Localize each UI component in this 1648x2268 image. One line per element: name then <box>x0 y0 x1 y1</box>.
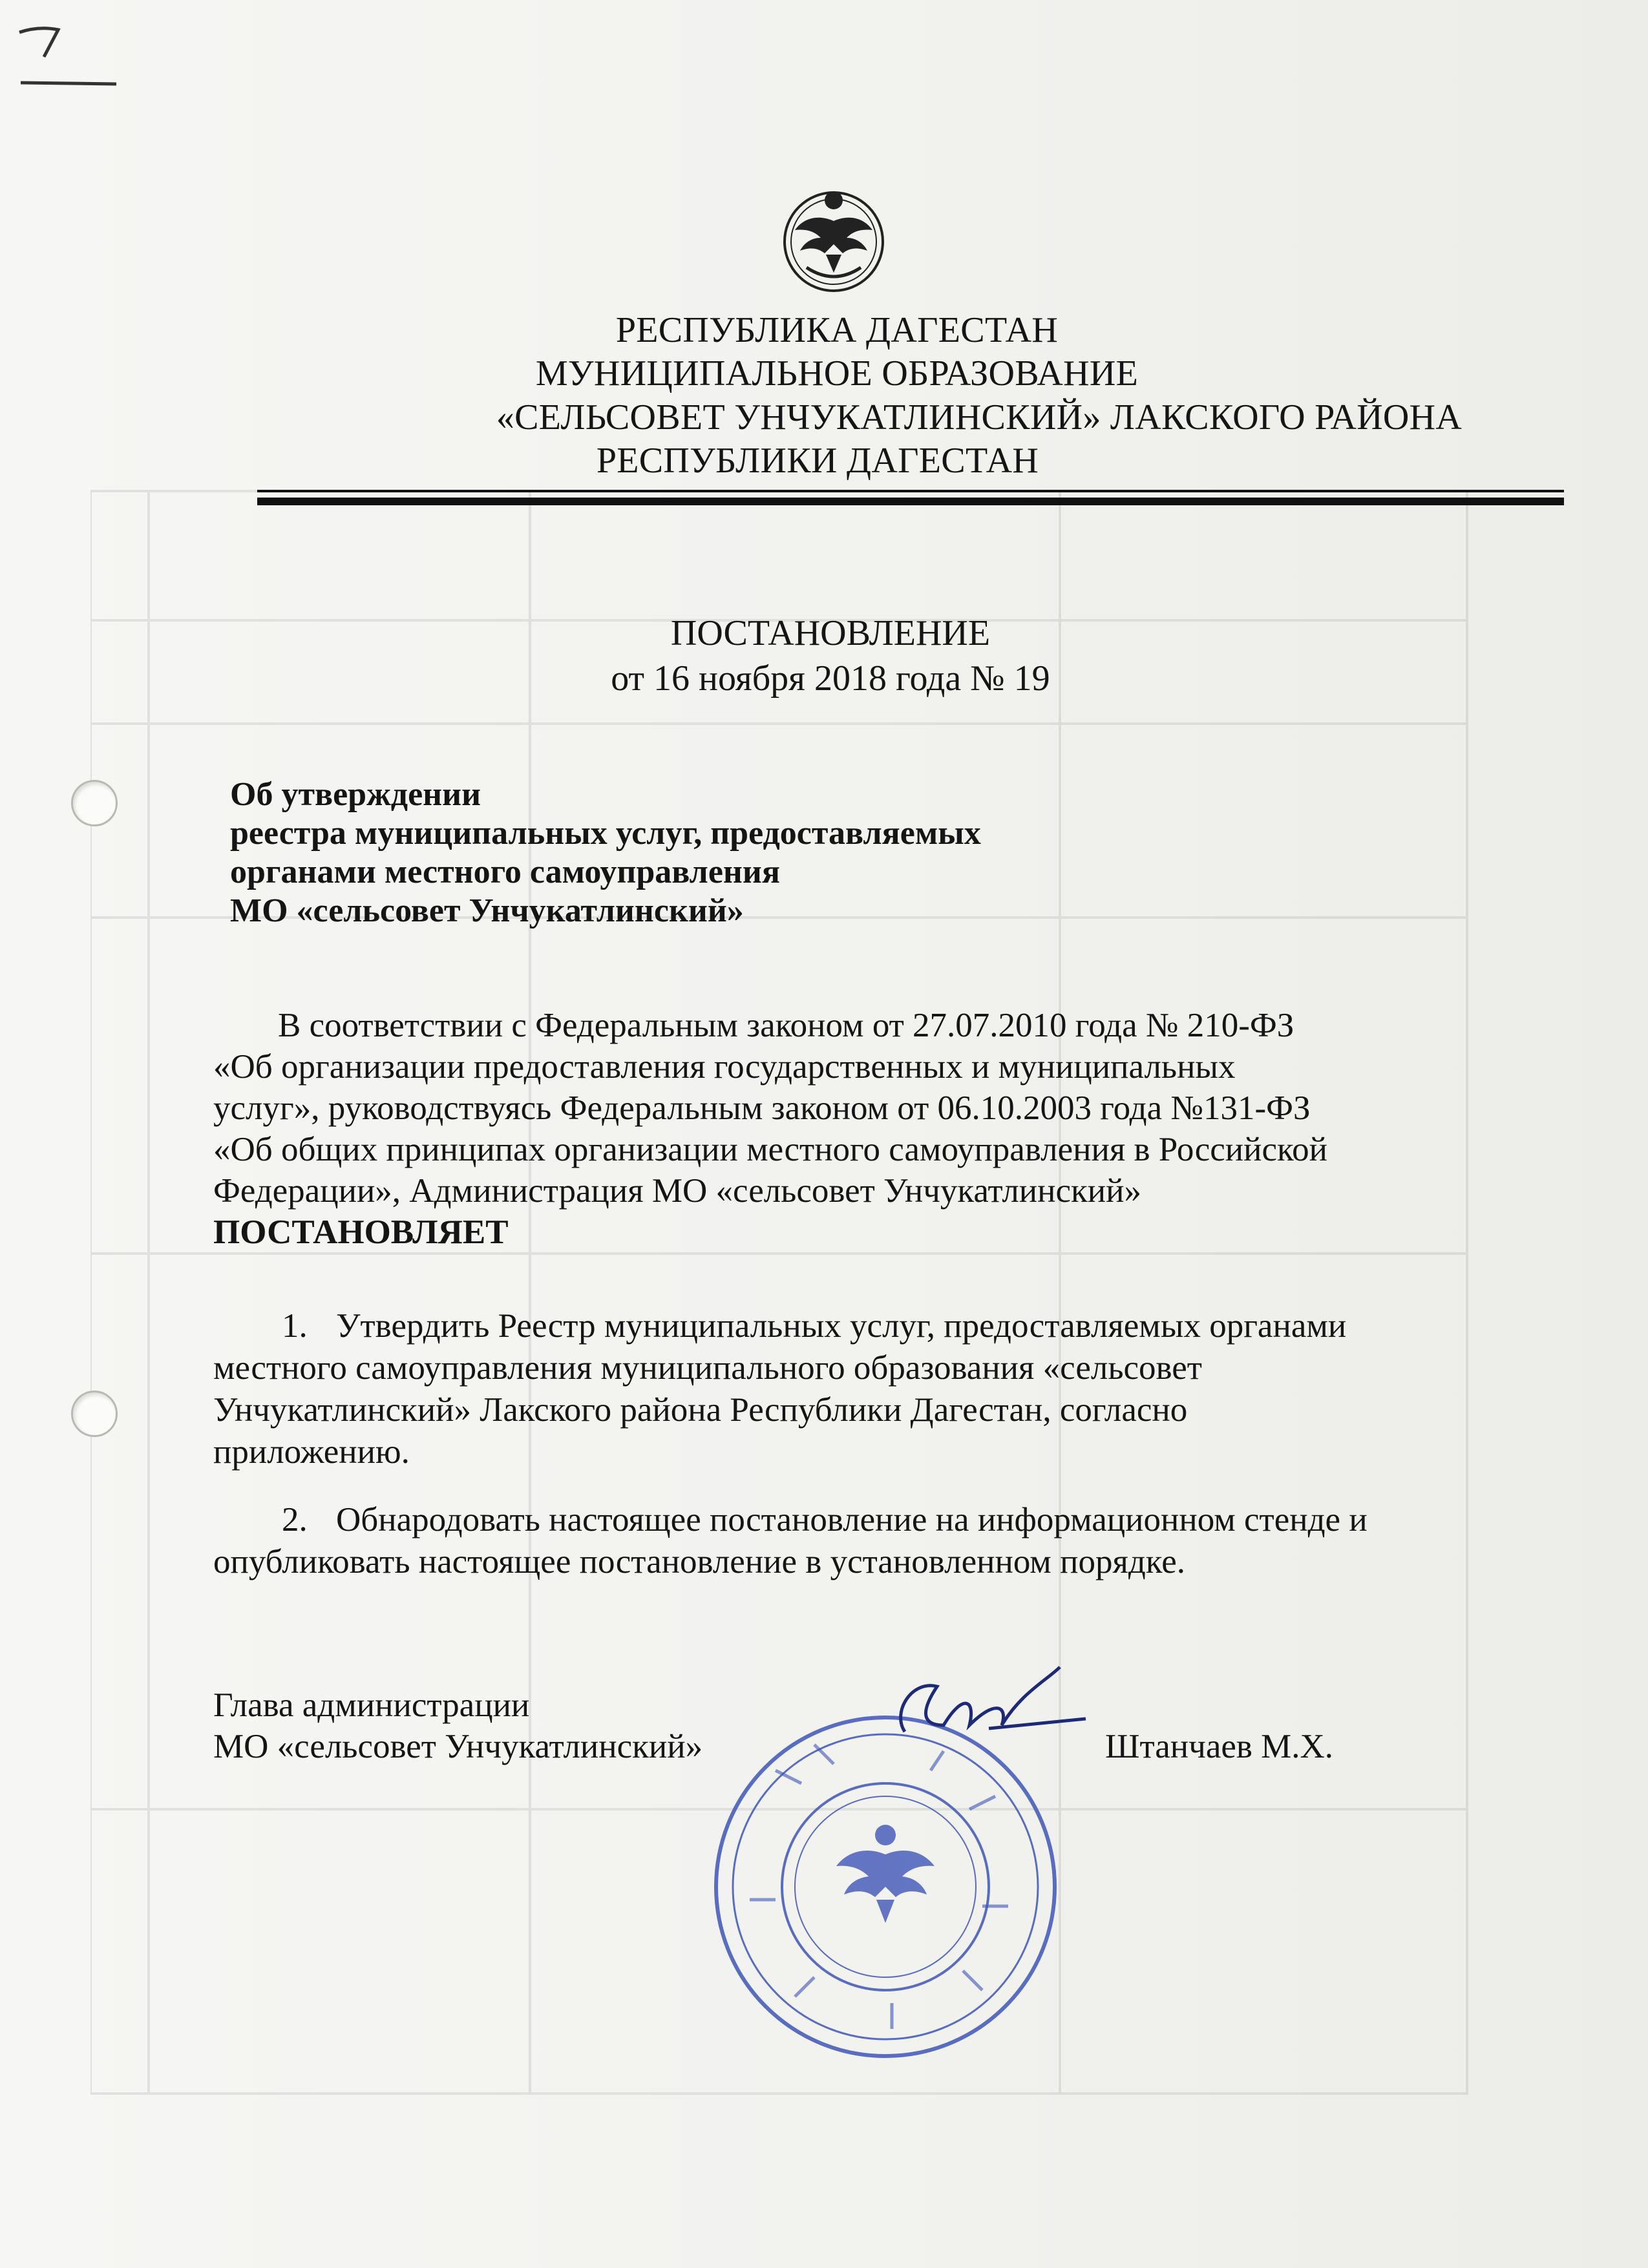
item-line: опубликовать настоящее постановление в установленном порядке. <box>213 1543 1186 1580</box>
header-divider-thick <box>257 498 1564 505</box>
handwritten-signature-icon <box>866 1654 1099 1751</box>
signatory-position-line: Глава администрации <box>213 1686 530 1724</box>
header-municipality: МУНИЦИПАЛЬНОЕ ОБРАЗОВАНИЕ <box>535 353 1139 394</box>
preamble-line: «Об организации предоставления государственных и муниципальных <box>213 1048 1236 1086</box>
decree-item-2 <box>213 1499 1480 1583</box>
item-number: 1. <box>282 1307 308 1345</box>
document-subject <box>230 775 1199 930</box>
decree-item-1 <box>213 1305 1480 1473</box>
dagestan-emblem-icon <box>781 182 887 299</box>
signatory-position-line: МО «сельсовет Унчукатлинский» <box>213 1728 703 1765</box>
item-line: Утвердить Реестр муниципальных услуг, предоставляемых органами <box>336 1307 1347 1345</box>
preamble-line: Федерации», Администрация МО «сельсовет Унчукатлинский» <box>213 1172 1142 1210</box>
item-line: Унчукатлинский» Лакского района Республики Дагестан, согласно <box>213 1391 1188 1429</box>
punch-hole <box>71 780 118 826</box>
signatory-position <box>213 1685 703 1767</box>
preamble-line: услуг», руководствуясь Федеральным законом от 06.10.2003 года №131-ФЗ <box>213 1089 1311 1127</box>
document-type: ПОСТАНОВЛЕНИЕ <box>670 613 991 653</box>
punch-hole <box>71 1391 118 1437</box>
document-date-number: от 16 ноября 2018 года № 19 <box>611 658 1050 698</box>
header-republic: РЕСПУБЛИКА ДАГЕСТАН <box>615 310 1059 350</box>
signatory-name: Штанчаев М.Х. <box>1105 1728 1334 1765</box>
subject-line: Об утверждении <box>230 776 481 813</box>
item-line: приложению. <box>213 1433 410 1471</box>
header-divider <box>257 490 1564 492</box>
subject-line: органами местного самоуправления <box>230 854 780 890</box>
subject-line: МО «сельсовет Унчукатлинский» <box>230 892 744 929</box>
preamble <box>213 1005 1480 1253</box>
header-republic-genitive: РЕСПУБЛИКИ ДАГЕСТАН <box>596 441 1039 481</box>
subject-line: реестра муниципальных услуг, предоставляемых <box>230 815 981 852</box>
preamble-line: В соответствии с Федеральным законом от 27.07.2010 года № 210-ФЗ <box>278 1007 1294 1044</box>
item-line: Обнародовать настоящее постановление на информационном стенде и <box>336 1501 1368 1538</box>
preamble-line: «Об общих принципах организации местного самоуправления в Российской <box>213 1131 1327 1168</box>
item-number: 2. <box>282 1501 308 1538</box>
decree-word: ПОСТАНОВЛЯЕТ <box>213 1213 509 1251</box>
item-line: местного самоуправления муниципального образования «сельсовет <box>213 1349 1202 1387</box>
header-selsovet: «СЕЛЬСОВЕТ УНЧУКАТЛИНСКИЙ» ЛАКСКОГО РАЙОНА <box>496 397 1463 437</box>
handwritten-page-number <box>13 13 123 97</box>
